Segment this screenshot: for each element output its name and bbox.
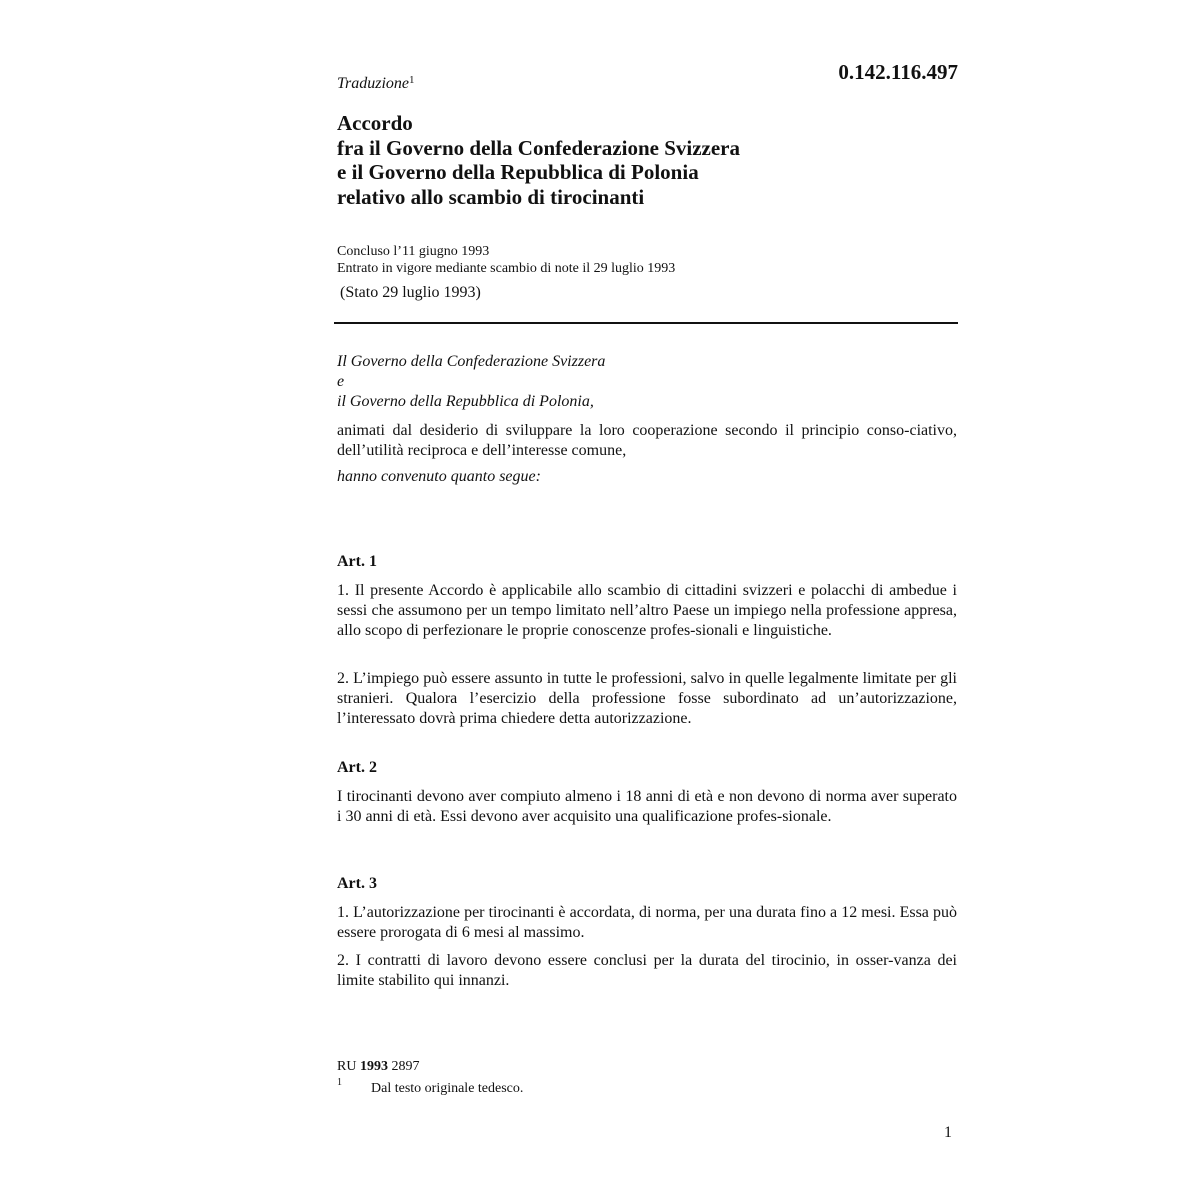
title-line: fra il Governo della Confederazione Svizzera bbox=[337, 135, 740, 160]
article-1-heading: Art. 1 bbox=[337, 553, 377, 570]
document-title bbox=[337, 111, 957, 209]
article-3-paragraph-2: 2. I contratti di lavoro devono essere conclusi per la durata del tirocinio, in osser-vanza dei limite stabilito qui innanzi. bbox=[337, 952, 957, 989]
article-2-paragraph-1: I tirocinanti devono aver compiuto almeno i 18 anni di età e non devono di norma aver superato i 30 anni di età. Essi devono aver acquisito una qualificazione profes-sionale. bbox=[337, 788, 957, 825]
in-force-date: Entrato in vigore mediante scambio di note il 29 luglio 1993 bbox=[337, 261, 676, 276]
ru-page: 2897 bbox=[391, 1059, 420, 1074]
article-1-paragraph-2: 2. L’impiego può essere assunto in tutte le professioni, salvo in quelle legalmente limitate per gli stranieri. Qualora l’esercizio della professione fosse subordinato ad un’autorizzazione, l’interessato dovrà prima chiedere detta autorizzazione. bbox=[337, 670, 957, 727]
ru-reference bbox=[337, 1059, 419, 1075]
party-switzerland: Il Governo della Confederazione Svizzera bbox=[337, 353, 606, 370]
status-date: (Stato 29 luglio 1993) bbox=[340, 284, 481, 301]
article-3-paragraph-1: 1. L’autorizzazione per tirocinanti è accordata, di norma, per una durata fino a 12 mesi. Essa può essere prorogata di 6 mesi al massimo. bbox=[337, 904, 957, 941]
preamble-agreed: hanno convenuto quanto segue: bbox=[337, 468, 541, 485]
footnote-ref[interactable]: 1 bbox=[409, 74, 415, 86]
footnote-number: 1 bbox=[337, 1077, 342, 1088]
sr-number: 0.142.116.497 bbox=[838, 60, 958, 84]
document-meta bbox=[337, 243, 675, 277]
article-3-heading: Art. 3 bbox=[337, 875, 377, 892]
ru-year: 1993 bbox=[359, 1059, 388, 1074]
party-conjunction: e bbox=[337, 373, 345, 390]
title-line: e il Governo della Repubblica di Polonia bbox=[337, 160, 699, 184]
header-divider bbox=[334, 322, 958, 324]
article-1-paragraph-1: 1. Il presente Accordo è applicabile allo scambio di cittadini svizzeri e polacchi di ambedue i sessi che assumono per un tempo limitato nell’altro Paese un impiego nella professione appresa, allo scopo di perfezionare le proprie conoscenze profes-sionali e linguistiche. bbox=[337, 582, 957, 639]
translation-label-text: Traduzione bbox=[337, 75, 410, 92]
title-line: relativo allo scambio di tirocinanti bbox=[337, 184, 645, 209]
title-line: Accordo bbox=[337, 111, 413, 135]
preamble-parties bbox=[337, 352, 605, 412]
page-number: 1 bbox=[944, 1124, 952, 1141]
footnote-text: Dal testo originale tedesco. bbox=[371, 1081, 524, 1096]
translation-label bbox=[337, 74, 415, 93]
article-2-heading: Art. 2 bbox=[337, 759, 377, 776]
party-poland: il Governo della Repubblica di Polonia, bbox=[337, 393, 594, 410]
ru-prefix: RU bbox=[337, 1059, 357, 1074]
preamble-animati: animati dal desiderio di sviluppare la loro cooperazione secondo il principio conso-ciativo, dell’utilità reciproca e dell’interesse comune, bbox=[337, 422, 957, 459]
concluded-date: Concluso l’11 giugno 1993 bbox=[337, 244, 490, 259]
